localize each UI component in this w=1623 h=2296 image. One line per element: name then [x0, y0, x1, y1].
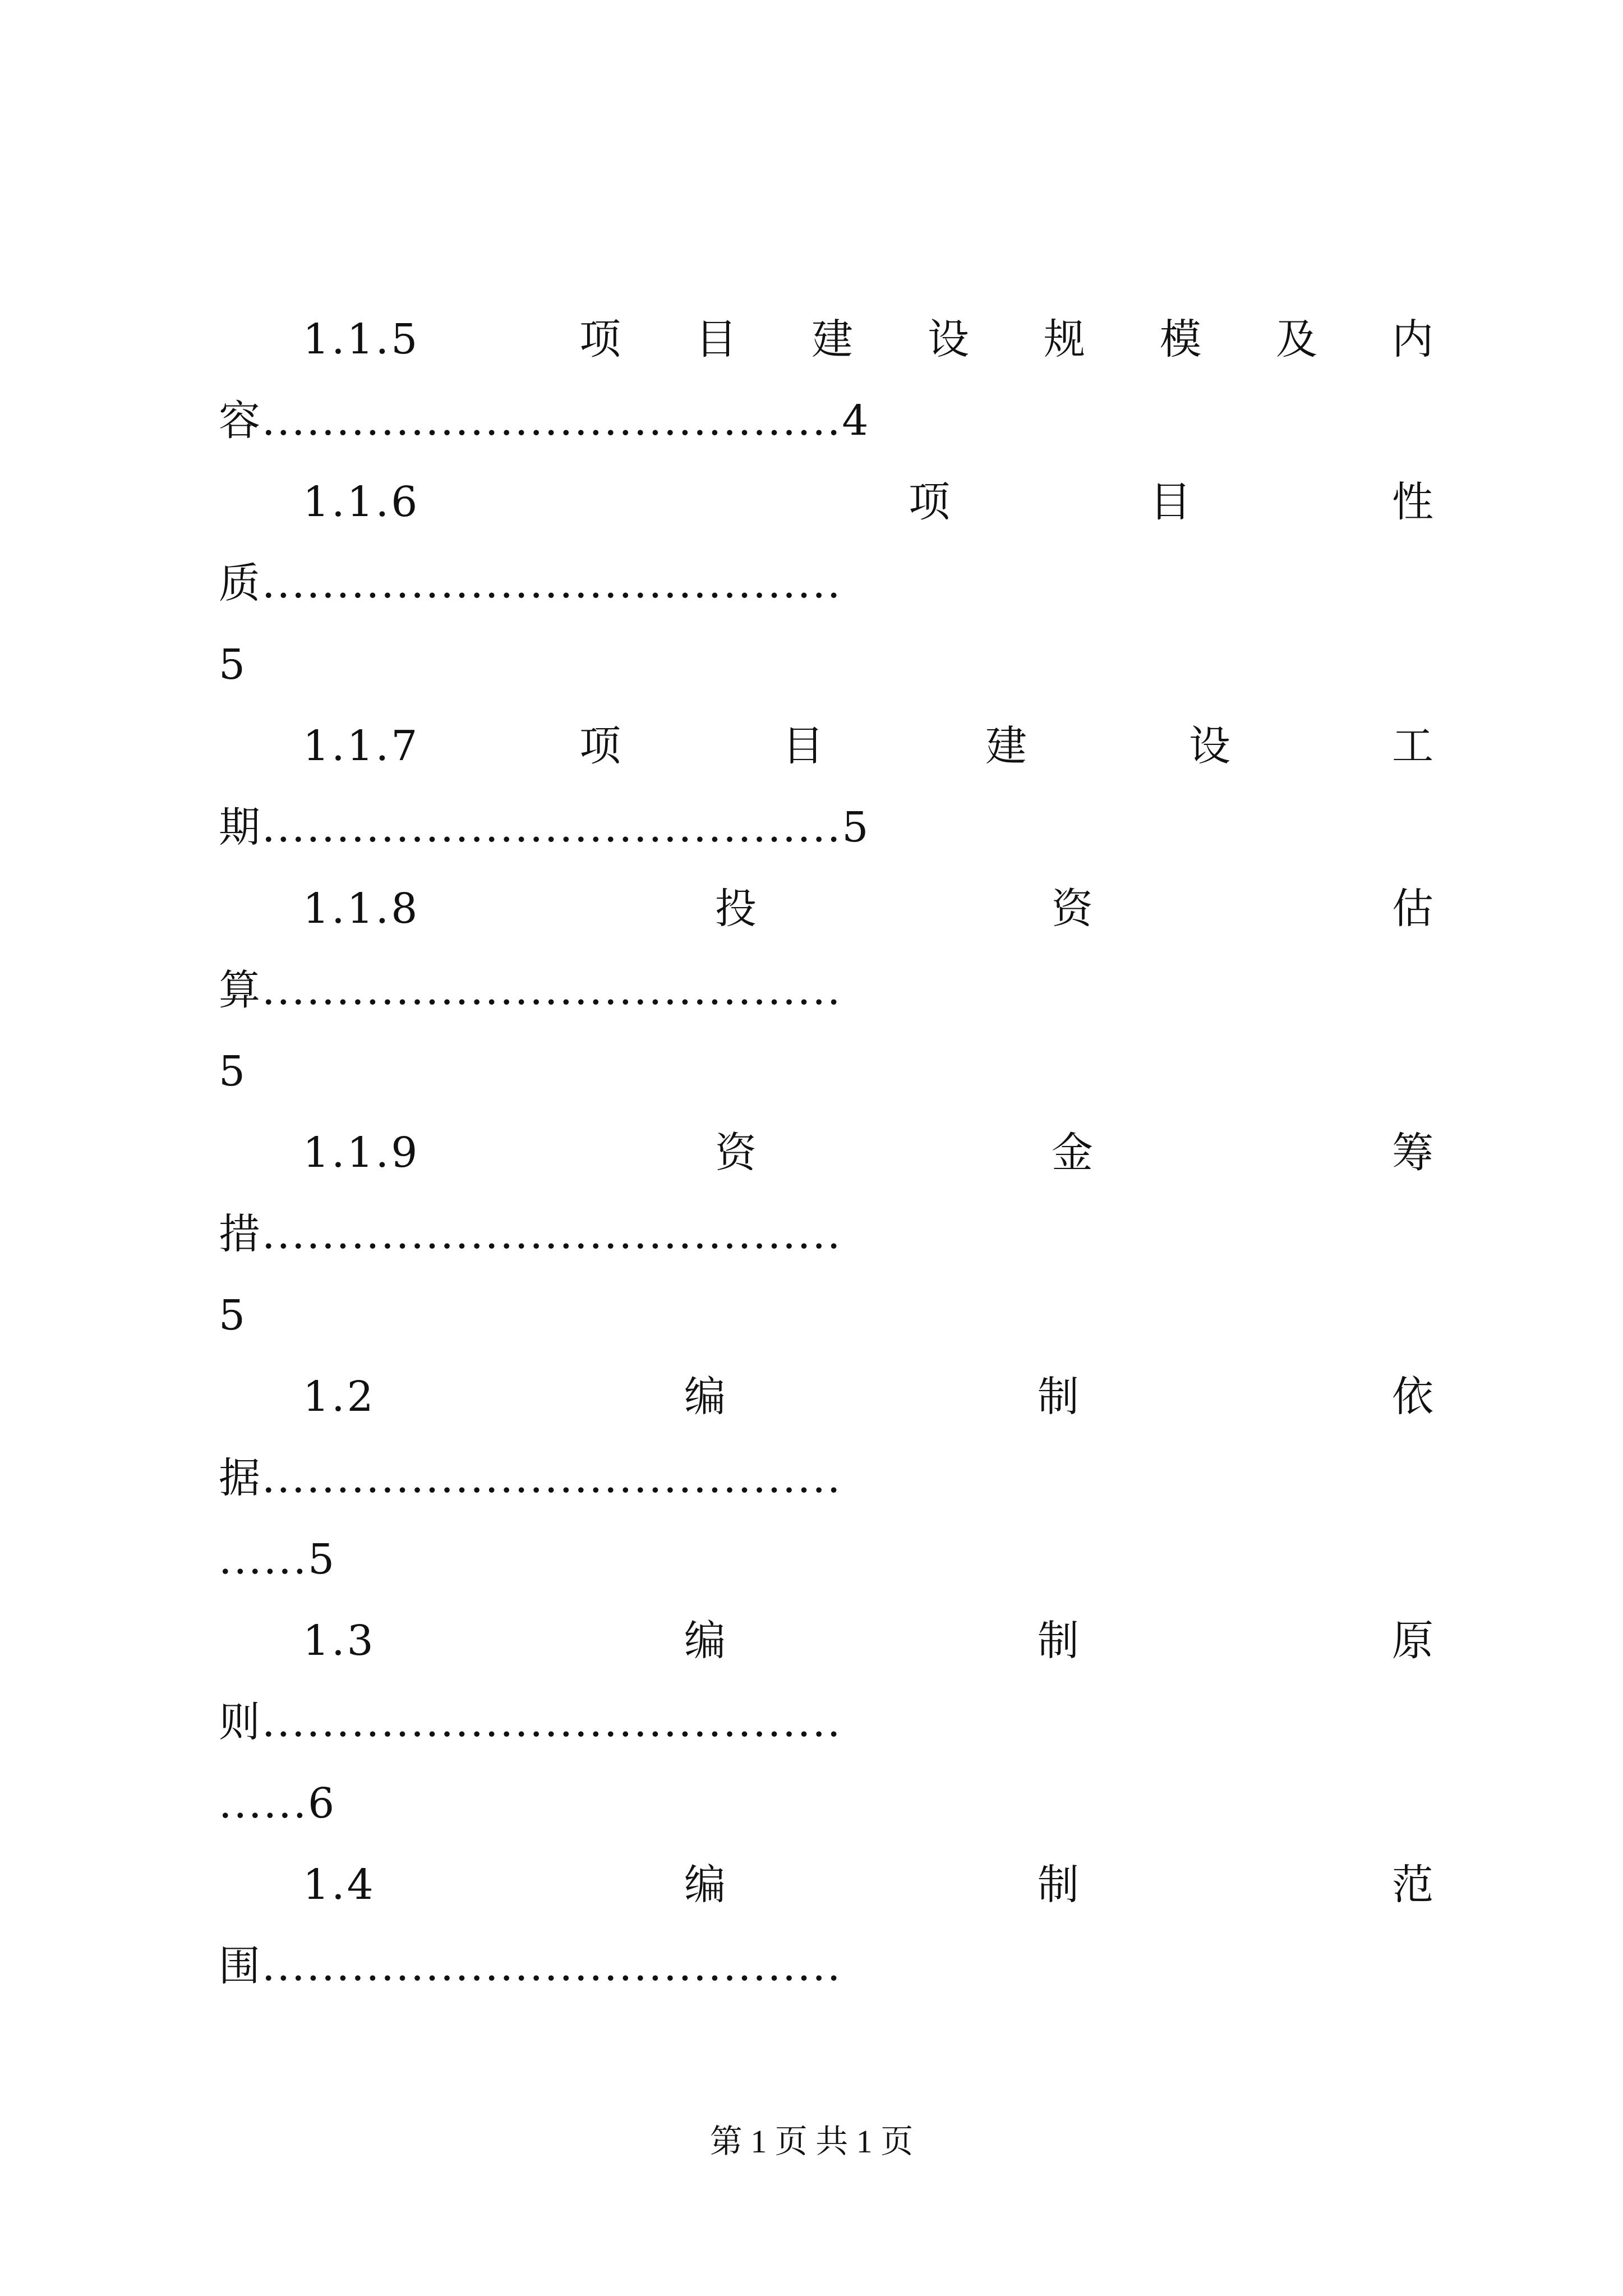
toc-entry-heading [0, 869, 1623, 948]
toc-leader-line [0, 1195, 1623, 1273]
toc-entry-heading [0, 1114, 1623, 1192]
toc-title-char: 设 [1189, 722, 1230, 770]
toc-number: 1.4 [303, 1861, 376, 1909]
toc-title-char: 编 [684, 1861, 726, 1909]
toc-title-char: 目 [1150, 478, 1191, 526]
toc-leader-line [0, 381, 1623, 460]
toc-title-char: 制 [1038, 1861, 1079, 1909]
toc-number: 1.1.6 [303, 478, 420, 526]
toc-title-char: 工 [1392, 722, 1433, 770]
toc-title-char: 资 [1052, 885, 1093, 933]
toc-page-number: 5 [219, 641, 247, 689]
toc-leader: 算....................................... [219, 966, 842, 1014]
toc-title-char: 及 [1276, 315, 1317, 364]
toc-leader: 期.......................................5 [219, 803, 870, 852]
toc-title-char: 投 [715, 885, 757, 933]
toc-leader-line [0, 788, 1623, 867]
toc-entry-heading [0, 1358, 1623, 1436]
toc-title-char: 规 [1044, 315, 1085, 364]
toc-title-char: 制 [1038, 1373, 1079, 1421]
toc-title-char: 建 [811, 315, 853, 364]
toc-continuation-line [0, 1276, 1623, 1355]
toc-entry-heading [0, 707, 1623, 785]
toc-leader-line [0, 1927, 1623, 2005]
toc-leader: 围....................................... [219, 1942, 842, 1990]
toc-title-char: 依 [1392, 1373, 1433, 1421]
toc-leader-line [0, 544, 1623, 623]
toc-page-number: 5 [219, 1047, 247, 1096]
toc-leader: 措....................................... [219, 1210, 842, 1258]
toc-title-char: 估 [1392, 885, 1433, 933]
toc-title-char: 金 [1052, 1129, 1093, 1177]
toc-title-char: 原 [1392, 1617, 1433, 1665]
toc-leader: 容.......................................4 [219, 397, 870, 445]
toc-title-char: 制 [1038, 1617, 1079, 1665]
toc-continuation-line [0, 625, 1623, 704]
toc-title-char: 范 [1392, 1861, 1433, 1909]
toc-title-char: 性 [1392, 478, 1433, 526]
toc-entry-heading [0, 463, 1623, 541]
toc-title-char: 项 [909, 478, 950, 526]
toc-title-char: 建 [985, 722, 1027, 770]
toc-entry-heading [0, 300, 1623, 379]
page-indicator: 第 1 页 共 1 页 [709, 2123, 914, 2160]
toc-number: 1.1.7 [303, 722, 420, 770]
toc-title-char: 设 [928, 315, 969, 364]
toc-entry-heading [0, 1846, 1623, 1924]
toc-continuation-line [0, 1032, 1623, 1111]
toc-title-char: 项 [579, 315, 621, 364]
toc-title-char: 目 [695, 315, 737, 364]
page-footer [0, 2115, 1623, 2162]
toc-continuation-line [0, 1764, 1623, 1843]
toc-title-char: 资 [715, 1129, 757, 1177]
toc-page-number: ......6 [219, 1779, 336, 1828]
toc-continuation-line [0, 1520, 1623, 1599]
toc-number: 1.3 [303, 1617, 376, 1665]
toc-title-char: 项 [579, 722, 621, 770]
toc-number: 1.1.8 [303, 885, 420, 933]
toc-number: 1.1.9 [303, 1129, 420, 1177]
toc-leader-line [0, 1439, 1623, 1517]
toc-number: 1.1.5 [303, 315, 420, 364]
toc-leader: 质....................................... [219, 559, 842, 608]
toc-title-char: 编 [684, 1373, 726, 1421]
toc-title-char: 内 [1392, 315, 1433, 364]
toc-title-char: 模 [1160, 315, 1201, 364]
toc-leader-line [0, 1683, 1623, 1761]
toc-title-char: 筹 [1392, 1129, 1433, 1177]
toc-leader: 据....................................... [219, 1454, 842, 1502]
toc-page-number: ......5 [219, 1535, 336, 1584]
toc-title-char: 编 [684, 1617, 726, 1665]
toc-page-number: 5 [219, 1291, 247, 1340]
toc-number: 1.2 [303, 1373, 376, 1421]
toc-leader-line [0, 951, 1623, 1029]
toc-title-char: 目 [782, 722, 824, 770]
toc-leader: 则....................................... [219, 1698, 842, 1746]
toc-entry-heading [0, 1602, 1623, 1680]
